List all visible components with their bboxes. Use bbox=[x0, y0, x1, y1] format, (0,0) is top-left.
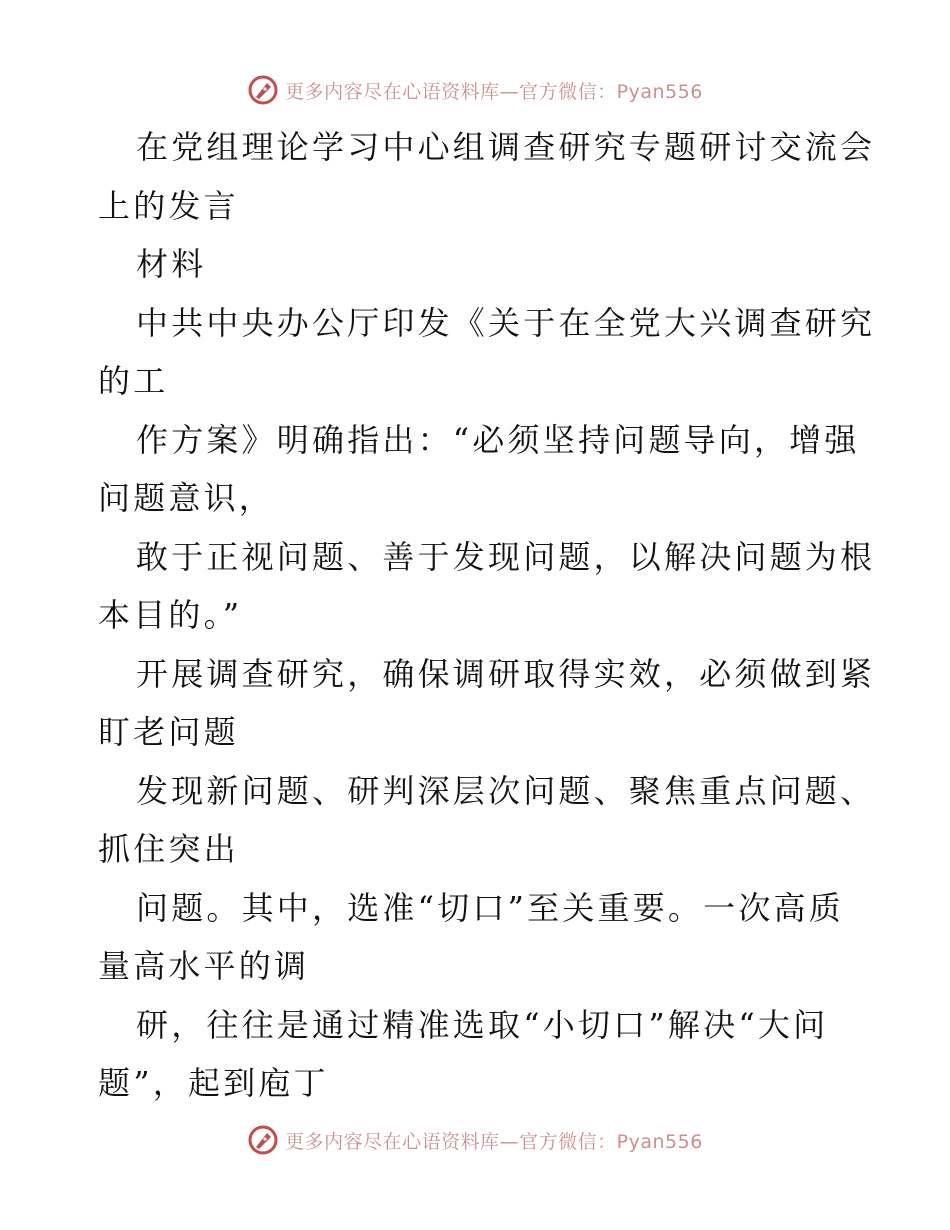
text-line: 问题。其中，选准“切口”至关重要。一次高质 bbox=[136, 888, 844, 927]
text-line: 研，往往是通过精准选取“小切口”解决“大问 bbox=[136, 1005, 829, 1044]
text-line: 本目的。” bbox=[98, 596, 243, 634]
watermark-text: 更多内容尽在心语资料库—官方微信：Pyan556 bbox=[285, 1130, 703, 1153]
pen-nib-logo-icon bbox=[247, 1124, 279, 1156]
footer-watermark bbox=[0, 1120, 950, 1160]
text-line: 在党组理论学习中心组调查研究专题研讨交流会 bbox=[136, 128, 876, 166]
document-body bbox=[98, 118, 876, 1113]
text-line: 开展调查研究，确保调研取得实效，必须做到紧 bbox=[136, 654, 876, 693]
text-line: 盯老问题 bbox=[98, 713, 239, 751]
text-line: 问题意识， bbox=[98, 479, 275, 517]
text-line: 题”，起到庖丁 bbox=[98, 1064, 329, 1102]
text-line: 上的发言 bbox=[98, 186, 239, 225]
header-watermark bbox=[0, 70, 950, 110]
watermark-text: 更多内容尽在心语资料库—官方微信：Pyan556 bbox=[285, 80, 703, 103]
text-line: 量高水平的调 bbox=[98, 947, 310, 985]
text-line: 作方案》明确指出：“必须坚持问题导向，增强 bbox=[136, 420, 860, 459]
text-line: 发现新问题、研判深层次问题、聚焦重点问题、 bbox=[136, 771, 876, 810]
text-line: 材料 bbox=[136, 245, 207, 283]
pen-nib-logo-icon bbox=[247, 74, 279, 106]
text-line: 敢于正视问题、善于发现问题，以解决问题为根 bbox=[136, 537, 876, 576]
text-line: 中共中央办公厅印发《关于在全党大兴调查研究 bbox=[136, 303, 876, 342]
text-line: 的工 bbox=[98, 362, 169, 400]
text-line: 抓住突出 bbox=[98, 830, 239, 868]
